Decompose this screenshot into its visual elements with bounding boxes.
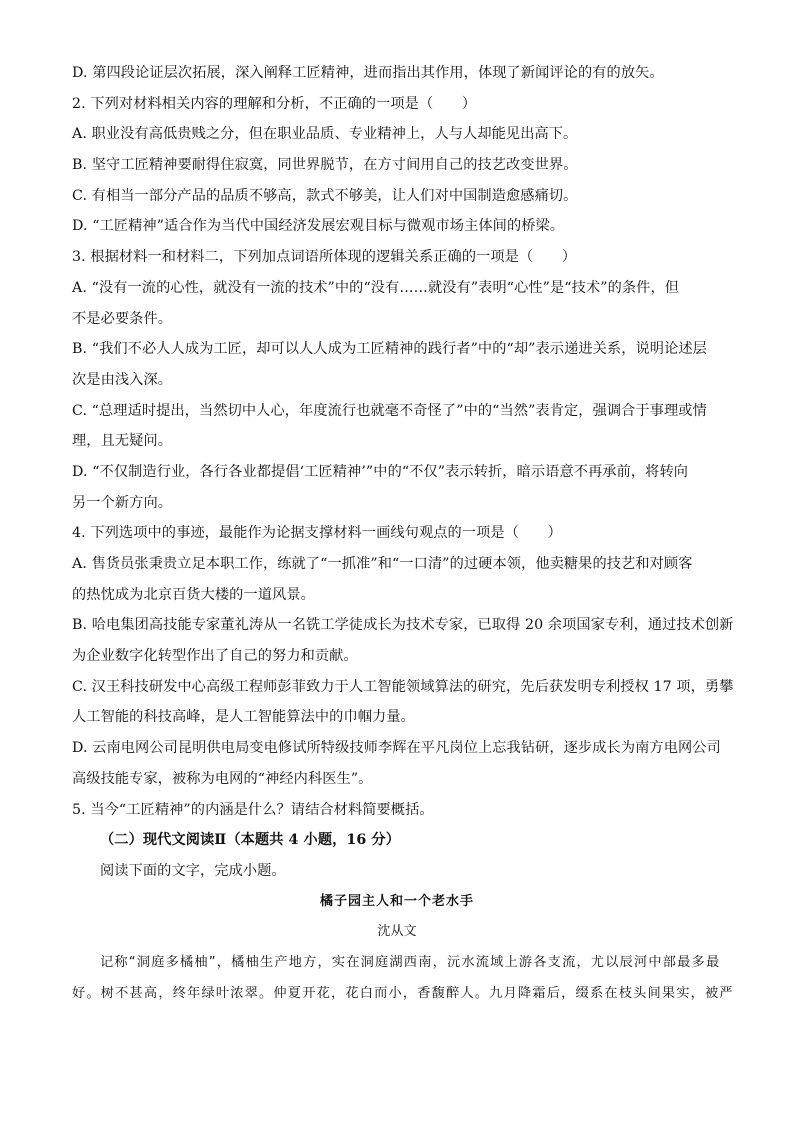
q2-option-a: A. 职业没有高低贵贱之分，但在职业品质、专业精神上，人与人却能见出高下。 [72, 126, 578, 143]
q3-option-c-line2: 理，且无疑问。 [72, 433, 173, 450]
q3-option-c-line1: C. “总理适时提出，当然切中人心，年度流行也就毫不奇怪了”中的“当然”表肯定，强调合于事理或情 [72, 402, 707, 419]
q2-option-b: B. 坚守工匠精神要耐得住寂寞，同世界脱节，在方寸间用自己的技艺改变世界。 [72, 157, 578, 174]
q4-option-b-line2: 为企业数字化转型作出了自己的努力和贡献。 [72, 648, 358, 665]
q4-stem: 4. 下列选项中的事迹，最能作为论据支撑材料一画线句观点的一项是（ ） [72, 525, 562, 542]
q4-option-c-line2: 人工智能的科技高峰，是人工智能算法中的巾帼力量。 [72, 709, 415, 726]
q3-stem: 3. 根据材料一和材料二，下列加点词语所体现的逻辑关系正确的一项是（ ） [72, 249, 577, 266]
q3-option-a-line1: A. “没有一流的心性，就没有一流的技术”中的“没有……就没有”表明“心性”是“技术”的条件，但 [72, 279, 680, 296]
q3-option-d-line2: 另一个新方向。 [72, 494, 173, 511]
q2-stem: 2. 下列对材料相关内容的理解和分析，不正确的一项是（ ） [72, 95, 477, 112]
q2-option-c: C. 有相当一部分产品的品质不够高，款式不够美，让人们对中国制造愈感痛切。 [72, 187, 578, 204]
article-paragraph-line2: 好。树不甚高，终年绿叶浓翠。仲夏开花，花白而小，香馥醉人。九月降霜后，缀系在枝头间果实，被严 [72, 985, 734, 1001]
q2-option-d: D. “工匠精神”适合作为当代中国经济发展宏观目标与微观市场主体间的桥梁。 [72, 218, 565, 235]
q4-option-b-line1: B. 哈电集团高技能专家董礼涛从一名铣工学徒成长为技术专家，已取得 20 余项国家专利，通过技术创新 [72, 617, 734, 634]
q1-option-d: D. 第四段论证层次拓展，深入阐释工匠精神，进而指出其作用，体现了新闻评论的有的放矢。 [72, 65, 664, 81]
q3-option-b-line1: B. “我们不必人人成为工匠，却可以人人成为工匠精神的践行者”中的“却”表示递进关系，说明论述层 [72, 341, 707, 358]
q3-option-a-line2: 不是必要条件。 [72, 310, 173, 327]
reading-instruction: 阅读下面的文字，完成小题。 [100, 862, 286, 879]
q4-option-a-line1: A. 售货员张秉贵立足本职工作，练就了“一抓准”和“一口清”的过硬本领，他卖糖果的技艺和对顾客 [72, 556, 693, 572]
article-title: 橘子园主人和一个老水手 [319, 893, 474, 909]
article-paragraph-line1: 记称“洞庭多橘柚”，橘柚生产地方，实在洞庭湖西南，沅水流域上游各支流，尤以辰河中部最多最 [100, 954, 721, 970]
section-heading: （二）现代文阅读Ⅱ（本题共 4 小题，16 分） [100, 832, 400, 849]
q4-option-c-line1: C. 汉王科技研发中心高级工程师彭菲致力于人工智能领域算法的研究，先后获发明专利授权 17 项，勇攀 [72, 678, 734, 695]
article-author: 沈从文 [377, 924, 417, 940]
q4-option-a-line2: 的热忱成为北京百货大楼的一道风景。 [72, 586, 315, 603]
q3-option-d-line1: D. “不仅制造行业，各行各业都提倡‘工匠精神’”中的“不仅”表示转折，暗示语意不再承前，将转向 [72, 463, 689, 480]
q4-option-d-line2: 高级技能专家，被称为电网的“神经内科医生”。 [72, 770, 373, 787]
q5-stem: 5. 当今“工匠精神”的内涵是什么？请结合材料简要概括。 [72, 801, 434, 818]
q4-option-d-line1: D. 云南电网公司昆明供电局变电修试所特级技师李辉在平凡岗位上忘我钻研，逐步成长为南方电网公司 [72, 740, 721, 757]
document-page [72, 58, 734, 1009]
q3-option-b-line2: 次是由浅入深。 [72, 371, 173, 388]
